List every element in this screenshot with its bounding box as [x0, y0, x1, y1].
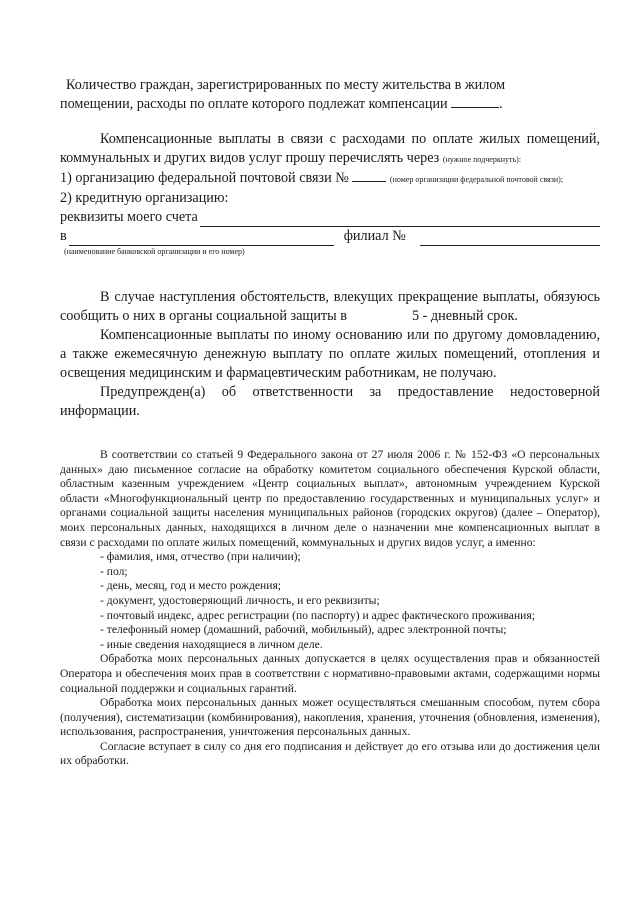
list-item: - документ, удостоверяющий личность, и его реквизиты;: [100, 593, 380, 607]
household-count-line1: Количество граждан, зарегистрированных по месту жительства в жилом: [66, 77, 506, 93]
postal-option[interactable]: 1) организацию федеральной почтовой связи № (номер организации федеральной почтовой связи);: [60, 170, 564, 186]
bank-name-field[interactable]: [69, 231, 334, 246]
consent-intro-paragraph: В соответствии со статьей 9 Федерального закона от 27 июля 2006 г. № 152-ФЗ «О персональных данных» даю письменное согласие на обработку комитетом социального обеспечения Курской области, областным казенным учреждением «Центр социальных выплат», автономным учреждением Курской области «Многофункциональный центр по предоставлению государственных и муниципальных услуг» и органами социальной защиты населения муниципальных районов (городских округов) (далее – Оператор), моих персональных данных, находящихся в личном деле о назначении мне компенсационных выплат в связи с расходами по оплате жилых помещений, коммунальных и других видов услуг, а именно:: [60, 448, 600, 549]
account-details-field[interactable]: [200, 212, 600, 227]
payment-method-intro: Компенсационные выплаты в связи с расходами по оплате жилых помещений, коммунальных и других видов услуг прошу перечислять через (нужное подчеркнуть):: [60, 131, 600, 166]
list-item: - пол;: [100, 564, 128, 578]
consent-validity-paragraph: Согласие вступает в силу со дня его подписания и действует до его отзыва или до достижения цели их обработки.: [60, 739, 600, 768]
branch-number-field[interactable]: [420, 231, 600, 246]
processing-method-paragraph: Обработка моих персональных данных может осуществляться смешанным способом, путем сбора (получения), систематизации (комбинирования), накопления, хранения, уточнения (обновления, изменения), использования, распространения, уничтожения персональных данных.: [60, 696, 600, 739]
no-other-payments-paragraph: Компенсационные выплаты по иному основанию или по другому домовладению, а также ежемесячную денежную выплату по оплате жилых помещений, отопления и освещения медицинским и фармацевтическим работникам, не получаю.: [60, 327, 600, 381]
postal-office-number-field[interactable]: [352, 169, 386, 182]
notify-paragraph: В случае наступления обстоятельств, влекущих прекращение выплаты, обязуюсь сообщить о них в органы социальной защиты в 5 - дневный срок.: [60, 289, 600, 324]
household-count-section: [60, 76, 600, 114]
credit-org-option[interactable]: 2) кредитную организацию:: [60, 190, 229, 206]
processing-purpose-paragraph: Обработка моих персональных данных допускается в целях осуществления прав и обязанностей Оператора и обеспечения моих прав в соответствии с нормативно-правовыми актами, содержащими нормы социальной поддержки и социальных гарантий.: [60, 652, 600, 695]
household-count-line2: помещении, расходы по оплате которого подлежат компенсации .: [60, 96, 503, 112]
list-item: - почтовый индекс, адрес регистрации (по паспорту) и адрес фактического проживания;: [100, 608, 535, 622]
personal-data-list: [60, 550, 600, 652]
obligations-section: [60, 288, 600, 421]
payment-method-section: [60, 130, 600, 258]
bank-note: (наименование банковской организации и его номер): [64, 247, 245, 256]
list-item: - фамилия, имя, отчество (при наличии);: [100, 550, 301, 564]
liability-warning-paragraph: Предупрежден(а) об ответственности за предоставление недостоверной информации.: [60, 384, 600, 419]
personal-data-consent: [60, 448, 600, 769]
bank-row: в филиал №: [60, 227, 600, 246]
list-item: - телефонный номер (домашний, рабочий, мобильный), адрес электронной почты;: [100, 623, 507, 637]
payment-method-note: (нужное подчеркнуть):: [442, 155, 522, 164]
postal-option-note: (номер организации федеральной почтовой связи);: [389, 175, 564, 184]
account-row: реквизиты моего счета: [60, 208, 600, 227]
list-item: - день, месяц, год и место рождения;: [100, 579, 282, 593]
household-count-field[interactable]: [451, 95, 499, 108]
list-item: - иные сведения находящиеся в личном деле.: [100, 637, 323, 651]
